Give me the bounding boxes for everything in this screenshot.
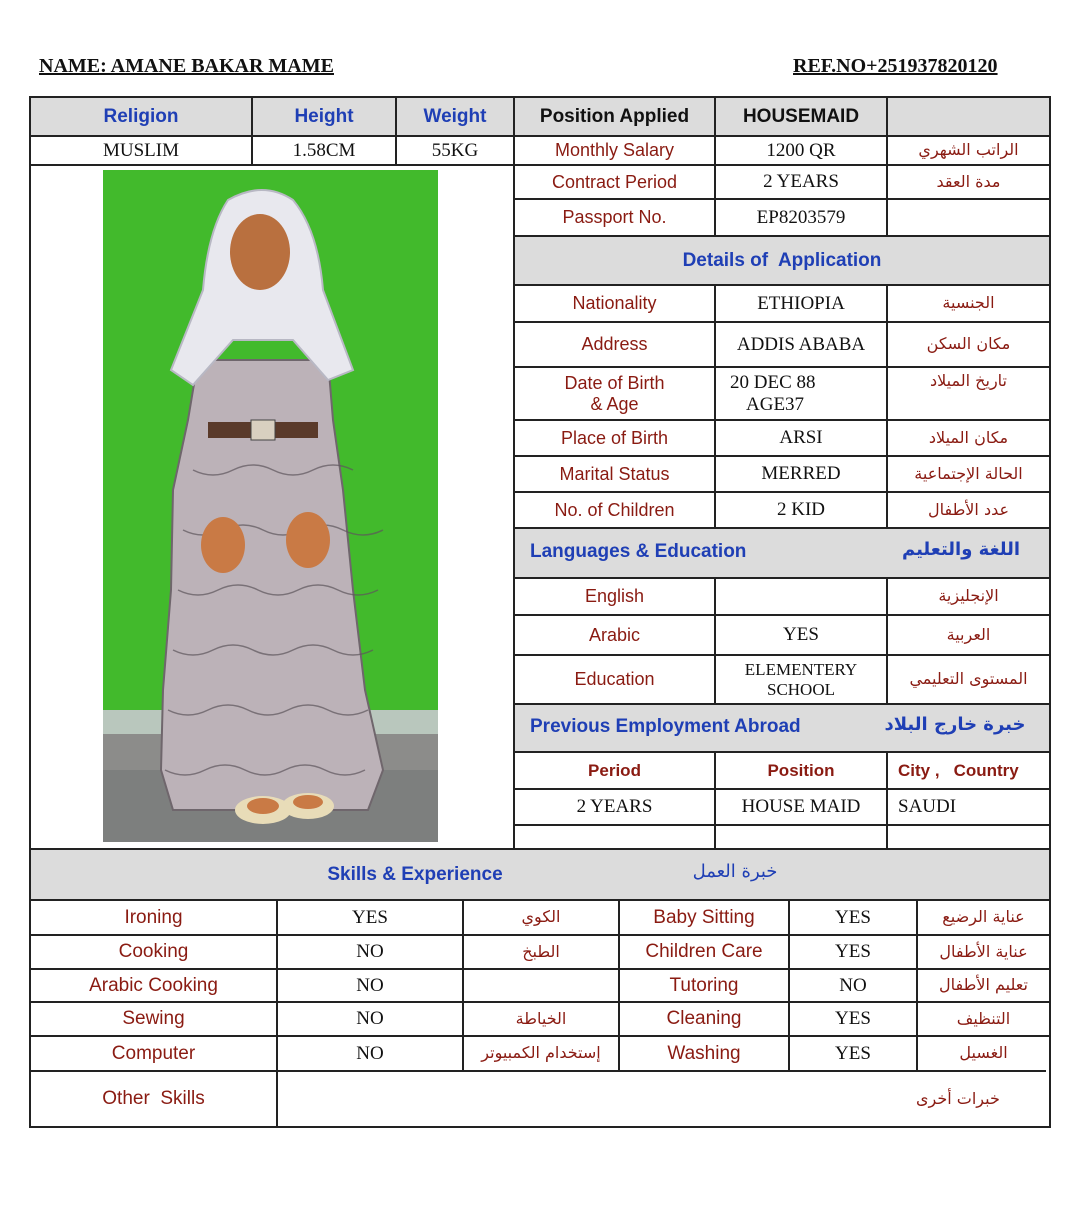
skill-left-label: Computer <box>31 1035 276 1070</box>
candidate-photo <box>103 170 438 842</box>
address-ar: مكان السكن <box>886 321 1049 366</box>
skill-right-label: Cleaning <box>618 1001 788 1035</box>
other-skills-label: Other Skills <box>31 1070 276 1126</box>
skill-left-value: NO <box>276 968 462 1001</box>
employment-col-country: Country <box>953 760 1019 780</box>
candidate-photo-image <box>103 170 438 842</box>
dob-age: AGE37 <box>746 393 805 415</box>
skill-left-value: NO <box>276 934 462 968</box>
employment-position: HOUSE MAID <box>714 788 886 824</box>
marital-status-value: MERRED <box>714 455 886 491</box>
other-skills-ar: خبرات أخرى <box>916 1070 1046 1126</box>
skill-left-value: YES <box>276 899 462 934</box>
skill-right-ar: عناية الأطفال <box>916 934 1049 968</box>
children-label: No. of Children <box>513 491 714 527</box>
skill-left-label: Sewing <box>31 1001 276 1035</box>
skill-left-value: NO <box>276 1001 462 1035</box>
skill-left-ar <box>462 968 618 1001</box>
english-label: English <box>513 577 714 614</box>
reference-number: REF.NO+251937820120 <box>793 55 998 77</box>
skill-right-value: NO <box>788 968 916 1001</box>
position-applied-ar <box>886 98 1049 135</box>
dob-label-line2: & Age <box>590 393 639 414</box>
contract-period-ar: مدة العقد <box>886 164 1049 198</box>
employment-period-2 <box>513 824 714 848</box>
monthly-salary-ar: الراتب الشهري <box>886 135 1049 164</box>
weight-value: 55KG <box>395 135 513 164</box>
place-of-birth-label: Place of Birth <box>513 419 714 455</box>
passport-ar <box>886 198 1049 235</box>
nationality-label: Nationality <box>513 284 714 321</box>
languages-heading-ar: اللغة والتعليم <box>901 538 1021 560</box>
passport-label: Passport No. <box>513 198 714 235</box>
skill-left-ar: إستخدام الكمبيوتر <box>462 1035 618 1070</box>
employment-heading-ar: خبرة خارج البلاد <box>884 713 1026 735</box>
skills-heading-bar <box>31 850 1049 899</box>
skill-right-label: Children Care <box>618 934 788 968</box>
contract-period-label: Contract Period <box>513 164 714 198</box>
skill-left-ar: الكوي <box>462 899 618 934</box>
nationality-value: ETHIOPIA <box>714 284 886 321</box>
address-value: ADDIS ABABA <box>714 321 886 366</box>
skills-heading: Skills & Experience <box>327 863 503 885</box>
skills-heading-ar: خبرة العمل <box>692 861 778 883</box>
employment-period: 2 YEARS <box>513 788 714 824</box>
marital-status-label: Marital Status <box>513 455 714 491</box>
address-label: Address <box>513 321 714 366</box>
skill-right-value: YES <box>788 899 916 934</box>
skill-right-label: Washing <box>618 1035 788 1070</box>
skill-right-label: Baby Sitting <box>618 899 788 934</box>
employment-col-period: Period <box>513 751 714 788</box>
employment-heading: Previous Employment Abroad <box>530 716 801 738</box>
dob-ar: تاريخ الميلاد <box>886 366 1049 419</box>
dob-value <box>714 366 886 419</box>
employment-col-position: Position <box>714 751 886 788</box>
monthly-salary-value: 1200 QR <box>714 135 886 164</box>
place-of-birth-value: ARSI <box>714 419 886 455</box>
skill-right-label: Tutoring <box>618 968 788 1001</box>
english-ar: الإنجليزية <box>886 577 1049 614</box>
children-ar: عدد الأطفال <box>886 491 1049 527</box>
skill-left-ar: الخياطة <box>462 1001 618 1035</box>
skill-right-ar: الغسيل <box>916 1035 1049 1070</box>
employment-place: SAUDI <box>886 788 1049 824</box>
nationality-ar: الجنسية <box>886 284 1049 321</box>
skill-left-value: NO <box>276 1035 462 1070</box>
contract-period-value: 2 YEARS <box>714 164 886 198</box>
marital-status-ar: الحالة الإجتماعية <box>886 455 1049 491</box>
arabic-label: Arabic <box>513 614 714 654</box>
other-skills-value <box>276 1070 916 1126</box>
position-applied-label: Position Applied <box>513 98 714 135</box>
details-heading: Details of Application <box>513 235 1049 284</box>
religion-header: Religion <box>31 98 251 135</box>
arabic-ar: العربية <box>886 614 1049 654</box>
employment-col-city-country <box>886 751 1049 788</box>
employment-col-city: City , <box>898 760 940 780</box>
passport-value: EP8203579 <box>714 198 886 235</box>
skill-right-value: YES <box>788 934 916 968</box>
education-value <box>714 654 886 703</box>
candidate-name: NAME: AMANE BAKAR MAME <box>39 55 334 77</box>
position-applied-value: HOUSEMAID <box>714 98 886 135</box>
height-header: Height <box>251 98 395 135</box>
skill-left-label: Ironing <box>31 899 276 934</box>
height-value: 1.58CM <box>251 135 395 164</box>
skill-right-value: YES <box>788 1001 916 1035</box>
religion-value: MUSLIM <box>31 135 251 164</box>
employment-place-2 <box>886 824 1049 848</box>
education-value-line2: SCHOOL <box>766 679 835 699</box>
skill-right-ar: عناية الرضيع <box>916 899 1049 934</box>
children-value: 2 KID <box>714 491 886 527</box>
education-value-line1: ELEMENTERY <box>744 659 858 679</box>
skill-left-label: Cooking <box>31 934 276 968</box>
dob-label <box>513 366 714 419</box>
place-of-birth-ar: مكان الميلاد <box>886 419 1049 455</box>
arabic-value: YES <box>714 614 886 654</box>
skill-right-ar: التنظيف <box>916 1001 1049 1035</box>
weight-header: Weight <box>395 98 513 135</box>
education-label: Education <box>513 654 714 703</box>
skill-left-ar: الطبخ <box>462 934 618 968</box>
dob-date: 20 DEC 88 <box>730 371 816 393</box>
skill-left-label: Arabic Cooking <box>31 968 276 1001</box>
education-ar: المستوى التعليمي <box>886 654 1049 703</box>
english-value <box>714 577 886 614</box>
dob-label-line1: Date of Birth <box>564 372 665 393</box>
skill-right-value: YES <box>788 1035 916 1070</box>
monthly-salary-label: Monthly Salary <box>513 135 714 164</box>
employment-position-2 <box>714 824 886 848</box>
skill-right-ar: تعليم الأطفال <box>916 968 1049 1001</box>
languages-heading: Languages & Education <box>530 541 747 563</box>
